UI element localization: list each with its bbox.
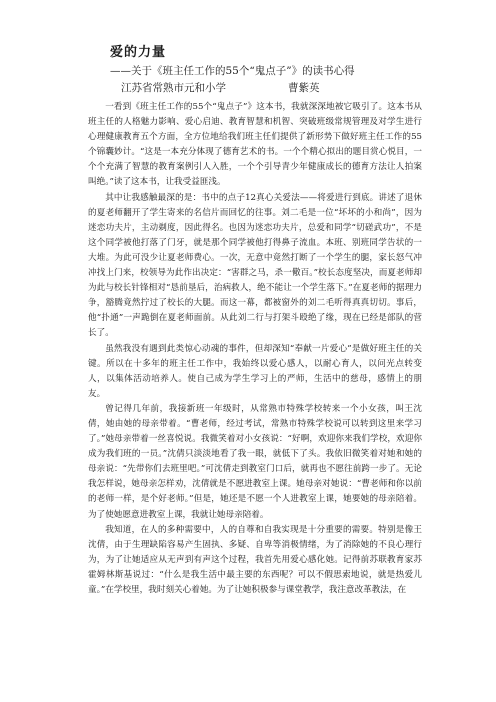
author-line: [121, 80, 320, 96]
paragraph: 虽然我没有遇到此类惊心动魂的事件，但却深知“奉献一片爱心”是做好班主任的关键。所以在十多年的班主任工作中，我始终以爱心感人，以耐心育人，以问光点转变人，以集体活动培养人。使自己成为学生学习上的严师，生活中的慈母，感情上的朋友。: [88, 343, 422, 399]
paragraph: 其中让我感触最深的是：书中的点子12真心关爱法——将爱进行到底。讲述了退休的夏老师翻开了学生寄来的名信片而回忆的往事。刘二毛是一位“坏坏的小和尚”，因为迷恋功夫片，主动剃度，因此得名。也因为迷恋功夫片，总爱和同学“切磋武功”，不是这个同学被他打落了门牙，就是那个同学被他打得鼻子流血。本班、别班同学告状的一大堆。为此可没少让夏老师费心。一次，无意中竟然打断了一个学生的腿，家长怒气冲冲找上门来，校领导为此作出决定：“害群之马，杀一儆百。”校长态度坚决，而夏老师却为此与校长针锋相对“恳前垦后，治病救人，绝不能让一个学生落下。”在夏老师的据理力争，豁腾竟然拧过了校长的大腿。而这一幕，都被窗外的刘二毛听得真真切切。事后，他“扑通”一声跪倒在夏老师面前。从此刘二行与打架斗殴绝了缘，现在已经是部队的营长了。: [88, 192, 422, 339]
document-title: 爱的力量: [110, 45, 167, 60]
paragraph: 曾记得几年前，我接新班一年级时，从常熟市特殊学校转来一个小女孩，叫王沈倩，她由她的母亲带着。“曹老师，经过考试，常熟市特殊学校说可以转到这里来学习了。”她母亲带着一丝喜悦说。我微笑着对小女孩说：“好啊，欢迎你来我们学校，欢迎你成为我们班的一员。”沈倩只淡淡地看了我一眼，就低下了头。我依旧微笑着对她和她的母亲说：“先带你们去班里吧。”可沈倩走到教室门口后，就再也不愿往前跨一步了。无论我怎样说，她母亲怎样劝，沈倩就是不愿进教室上课。她母亲对她说：“曹老师和你以前的老师一样，是个好老师。”但是，她还是不愿一个人进教室上课，她要她的母亲陪着。为了使她愿意进教室上课，我就让她母亲陪着。: [88, 403, 422, 520]
document-subtitle: ——关于《班主任工作的55个“鬼点子”》的读书心得: [110, 65, 355, 77]
paragraph: 一看到《班主任工作的55个“鬼点子”》这本书，我就深深地被它吸引了。这本书从班主任的人格魅力影响、爱心启迪、教育智慧和机智、突破班级常规管理及对学生进行心理健康教育五个方面，全方位地给我们班主任们提供了新形势下做好班主任工作的55个锦囊妙计。“这是一本充分体现了德育艺术的书。一个个精心拟出的题目赏心悦目，一个个充满了智慧的教育案例引人入胜，一个个引导青少年健康成长的德育方法让人拍案叫绝。”读了这本书，让我受益匪浅。: [88, 102, 422, 188]
school-name: 江苏省常熟市元和小学: [121, 82, 226, 94]
document-body: [88, 100, 422, 598]
paragraph: 我知道，在人的多种需要中，人的自尊和自我实现是十分重要的需要。特别是像王沈倩，由于生理缺陷容易产生固执、多疑、自卑等消极情绪，为了消除她的不良心理行为，为了让她适应从无声到有声这个过程，我首先用爱心感化她。记得前苏联教育家苏霍姆林斯基说过：“什么是我生活中最主要的东西呢？可以不假思索地说，就是热爱儿童。”在学校里，我时刻关心着她。为了让她积极参与课堂教学，我注意改革教法，在: [88, 524, 422, 595]
author-name: 曹紫英: [288, 82, 320, 94]
